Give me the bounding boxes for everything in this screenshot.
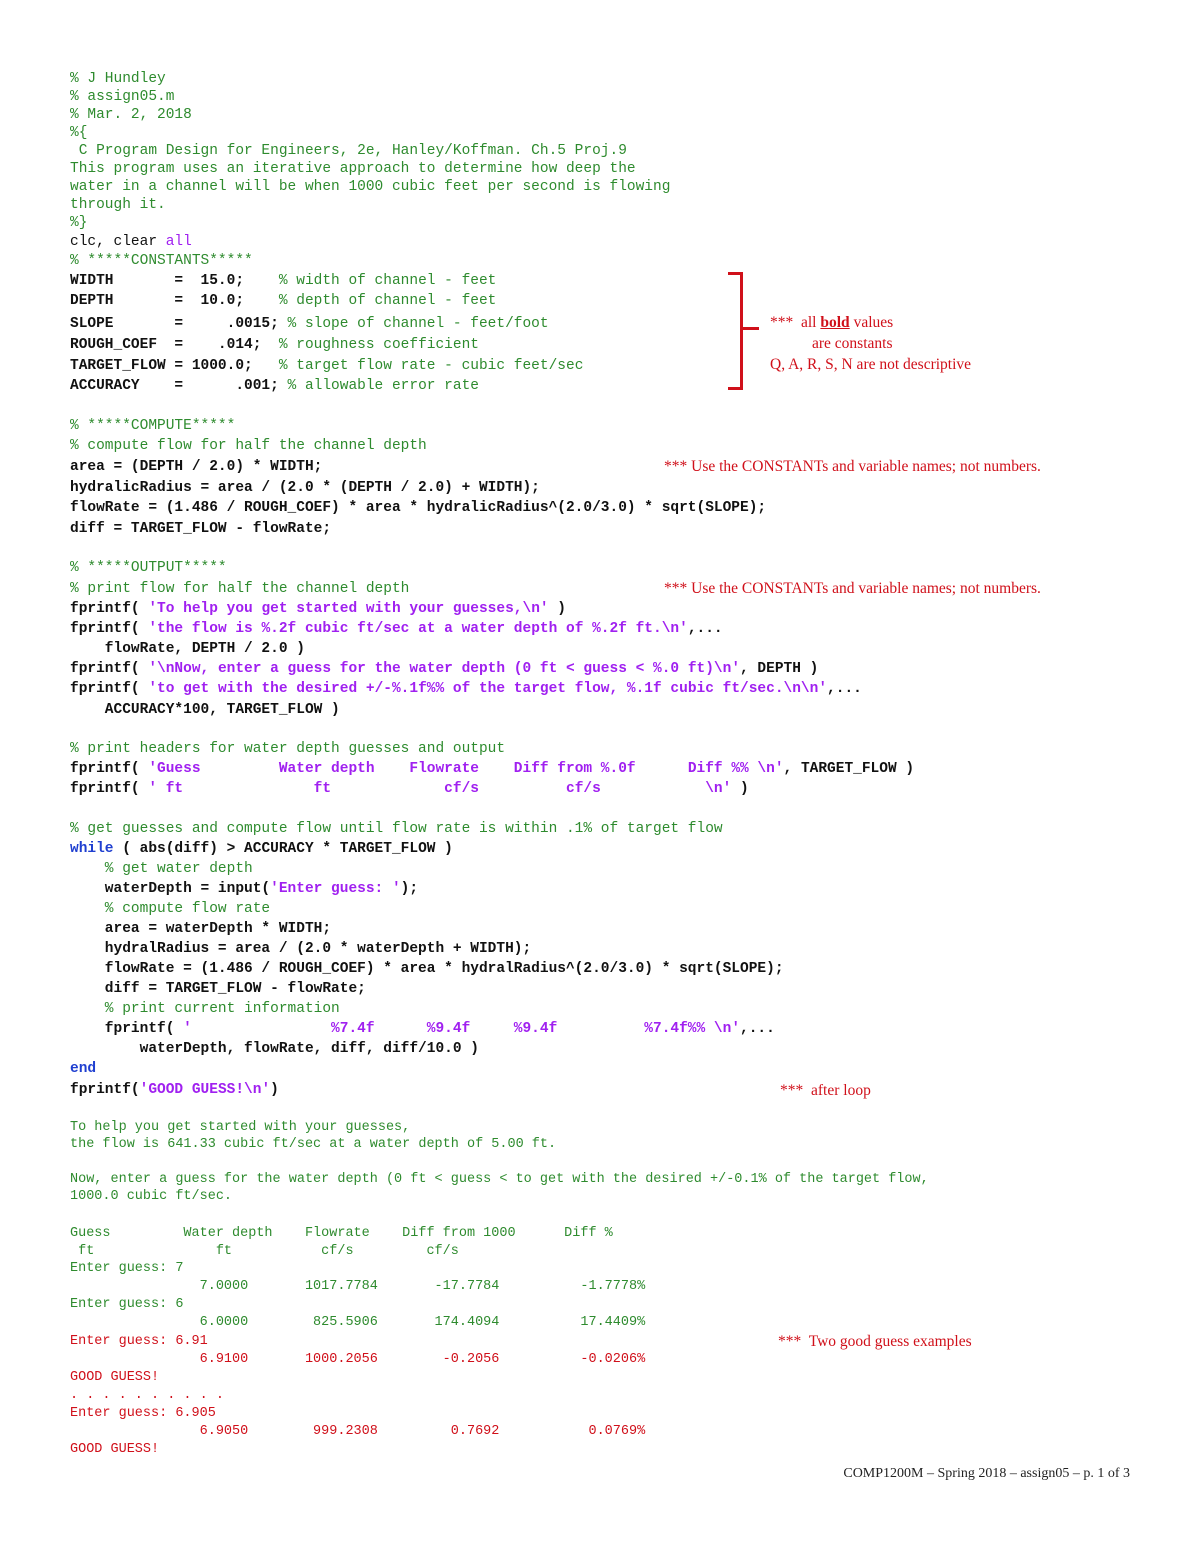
constant-comment: % depth of channel - feet [278, 293, 497, 309]
loop-fprintf-line: fprintf( ' %7.4f %9.4f %9.4f %7.4f%% \n',... [70, 1021, 775, 1037]
output-header-row: ft ft cf/s cf/s [70, 1244, 459, 1259]
constant-comment: % slope of channel - feet/foot [287, 316, 549, 332]
clc-command: clc, clear [70, 234, 166, 250]
description-line: through it. [70, 197, 166, 213]
input-line: waterDepth = input('Enter guess: '); [70, 881, 419, 897]
output-result-row: 6.9100 1000.2056 -0.2056 -0.0206% [70, 1352, 646, 1367]
output-result-row: 6.9050 999.2308 0.7692 0.0769% [70, 1424, 646, 1439]
note-use-constants: *** Use the CONSTANTs and variable names; not numbers. [664, 580, 1041, 597]
header-comment-author: % J Hundley [70, 71, 166, 87]
output-result-row: 6.0000 825.5906 174.4094 17.4409% [70, 1315, 646, 1330]
constant-comment: % roughness coefficient [278, 337, 479, 353]
loop-comment: % get water depth [70, 861, 253, 877]
fprintf-line: fprintf( 'To help you get started with your guesses,\n' ) [70, 601, 566, 617]
description-line: This program uses an iterative approach to determine how deep the [70, 161, 636, 177]
note-bold-values: *** all bold values [770, 314, 894, 331]
headers-comment: % print headers for water depth guesses and output [70, 741, 506, 757]
fprintf-continuation: ACCURACY*100, TARGET_FLOW ) [70, 702, 340, 718]
fprintf-line: fprintf( '\nNow, enter a guess for the water depth (0 ft < guess < %.0 ft)\n', DEPTH ) [70, 661, 819, 677]
constant-comment: % allowable error rate [287, 378, 479, 394]
constant-code: SLOPE = .0015; [70, 316, 288, 332]
annotation-bracket [728, 272, 743, 390]
note-good-examples: *** Two good guess examples [778, 1333, 972, 1350]
fprintf-line: fprintf( 'to get with the desired +/-%.1f%% of the target flow, %.1f cubic ft/sec.\n\n',... [70, 681, 862, 697]
fprintf-header-line: fprintf( 'Guess Water depth Flowrate Diff from %.0f Diff %% \n', TARGET_FLOW ) [70, 761, 915, 777]
constant-line [70, 272, 496, 290]
annotation-bracket-tick [741, 327, 759, 330]
constant-comment: % width of channel - feet [278, 273, 497, 289]
output-guess-line: Enter guess: 7 [70, 1261, 184, 1276]
loop-fprintf-continuation: waterDepth, flowRate, diff, diff/10.0 ) [70, 1041, 479, 1057]
description-line: C Program Design for Engineers, 2e, Hanley/Koffman. Ch.5 Proj.9 [70, 143, 627, 159]
output-line: Now, enter a guess for the water depth (0 ft < guess < to get with the desired +/-0.1% of the target flow, [70, 1172, 929, 1187]
header-comment-file: % assign05.m [70, 89, 175, 105]
output-comment: % print flow for half the channel depth [70, 581, 410, 597]
compute-line: diff = TARGET_FLOW - flowRate; [70, 521, 332, 537]
output-good-guess: GOOD GUESS! [70, 1370, 160, 1385]
loop-line: hydralRadius = area / (2.0 * waterDepth + WIDTH); [70, 941, 532, 957]
output-header-row: Guess Water depth Flowrate Diff from 1000 Diff % [70, 1226, 613, 1241]
end-keyword: end [70, 1061, 97, 1077]
while-line: while ( abs(diff) > ACCURACY * TARGET_FLOW ) [70, 841, 453, 857]
note-are-constants: are constants [812, 335, 893, 352]
block-comment-open: %{ [70, 125, 88, 141]
loop-comment: % print current information [70, 1001, 340, 1017]
description-line: water in a channel will be when 1000 cubic feet per second is flowing [70, 179, 671, 195]
compute-line: hydralicRadius = area / (2.0 * (DEPTH / 2.0) + WIDTH); [70, 480, 540, 496]
loop-comment: % get guesses and compute flow until flow rate is within .1% of target flow [70, 821, 723, 837]
loop-line: diff = TARGET_FLOW - flowRate; [70, 981, 366, 997]
constant-code: DEPTH = 10.0; [70, 293, 279, 309]
note-after-loop: *** after loop [780, 1082, 871, 1099]
header-comment-date: % Mar. 2, 2018 [70, 107, 192, 123]
constant-code: WIDTH = 15.0; [70, 273, 279, 289]
clc-line [70, 233, 192, 251]
note-use-constants: *** Use the CONSTANTs and variable names; not numbers. [664, 458, 1041, 475]
constants-header: % *****CONSTANTS***** [70, 253, 253, 269]
output-separator-dots: . . . . . . . . . . [70, 1388, 224, 1403]
constant-line [70, 315, 549, 333]
good-guess-line: fprintf('GOOD GUESS!\n') [70, 1082, 279, 1098]
output-line: the flow is 641.33 cubic ft/sec at a water depth of 5.00 ft. [70, 1137, 557, 1152]
output-result-row: 7.0000 1017.7784 -17.7784 -1.7778% [70, 1279, 646, 1294]
output-line: To help you get started with your guesses, [70, 1120, 411, 1135]
loop-line: flowRate = (1.486 / ROUGH_COEF) * area * hydralRadius^(2.0/3.0) * sqrt(SLOPE); [70, 961, 784, 977]
constant-comment: % target flow rate - cubic feet/sec [278, 358, 584, 374]
block-comment-close: %} [70, 215, 88, 231]
output-line: 1000.0 cubic ft/sec. [70, 1189, 233, 1204]
clc-argument: all [165, 234, 192, 250]
constant-line [70, 377, 479, 395]
constant-line [70, 336, 479, 354]
constant-line [70, 292, 496, 310]
fprintf-header-line: fprintf( ' ft ft cf/s cf/s \n' ) [70, 781, 749, 797]
fprintf-continuation: flowRate, DEPTH / 2.0 ) [70, 641, 305, 657]
fprintf-line: fprintf( 'the flow is %.2f cubic ft/sec at a water depth of %.2f ft.\n',... [70, 621, 723, 637]
output-header: % *****OUTPUT***** [70, 560, 227, 576]
constant-code: ACCURACY = .001; [70, 378, 288, 394]
constant-code: ROUGH_COEF = .014; [70, 337, 279, 353]
output-good-guess: GOOD GUESS! [70, 1442, 160, 1457]
constant-line [70, 357, 583, 375]
output-guess-line: Enter guess: 6.905 [70, 1406, 216, 1421]
compute-header: % *****COMPUTE***** [70, 418, 236, 434]
loop-line: area = waterDepth * WIDTH; [70, 921, 332, 937]
output-guess-line: Enter guess: 6 [70, 1297, 184, 1312]
page-footer: COMP1200M – Spring 2018 – assign05 – p. 1 of 3 [843, 1466, 1130, 1481]
compute-line: flowRate = (1.486 / ROUGH_COEF) * area * hydralicRadius^(2.0/3.0) * sqrt(SLOPE); [70, 500, 767, 516]
output-guess-line: Enter guess: 6.91 [70, 1334, 208, 1349]
loop-comment: % compute flow rate [70, 901, 271, 917]
compute-comment: % compute flow for half the channel depth [70, 438, 427, 454]
constant-code: TARGET_FLOW = 1000.0; [70, 358, 279, 374]
compute-line: area = (DEPTH / 2.0) * WIDTH; [70, 459, 323, 475]
note-not-descriptive: Q, A, R, S, N are not descriptive [770, 356, 972, 373]
